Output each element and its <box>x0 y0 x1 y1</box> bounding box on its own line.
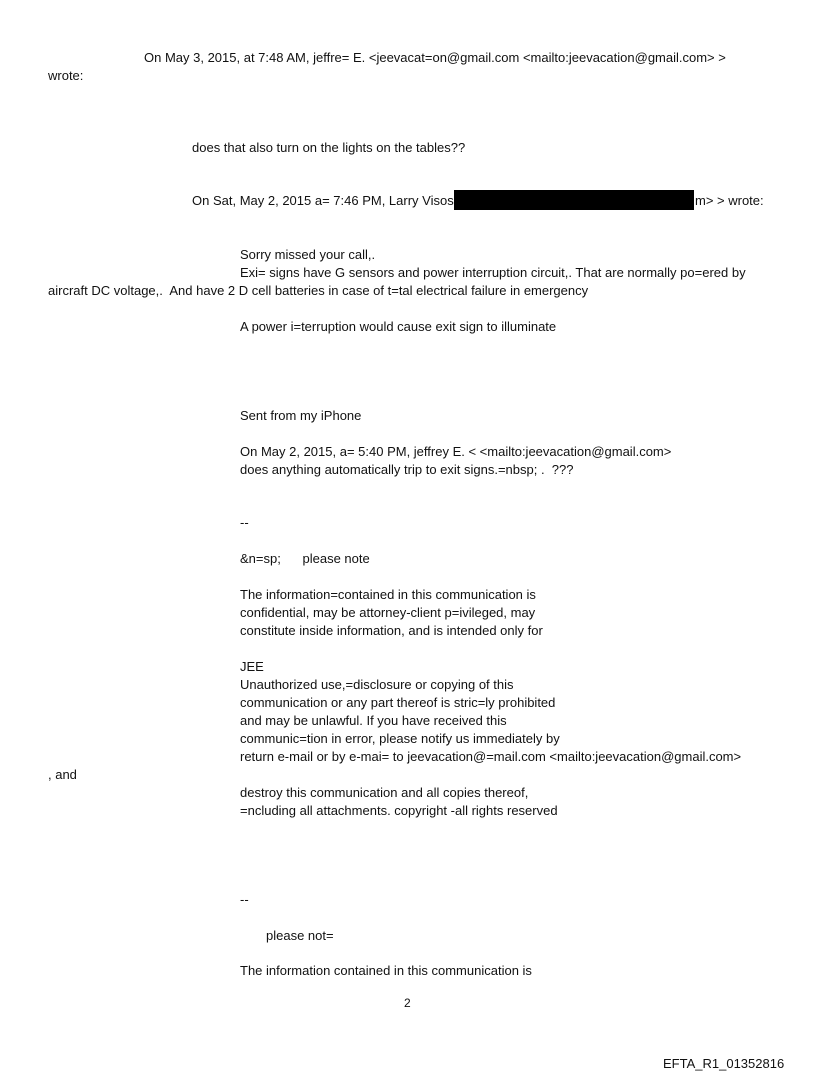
disclaimer-line: destroy this communication and all copies thereof, <box>240 785 529 800</box>
signature-note: &n=sp; please note <box>240 551 370 566</box>
disclaimer-line: Unauthorized use,=disclosure or copying of this <box>240 677 514 692</box>
reply-line-2: Exi= signs have G sensors and power interruption circuit,. That are normally po=ered by <box>240 265 746 280</box>
reply-header-suffix: m> > wrote: <box>695 193 764 208</box>
document-id: EFTA_R1_01352816 <box>663 1056 785 1071</box>
disclaimer-line: confidential, may be attorney-client p=ivileged, may <box>240 605 536 620</box>
email-header-line: On May 3, 2015, at 7:48 AM, jeffre= E. <jeevacat=on@gmail.com <mailto:jeevacation@gmail.com> > <box>144 50 726 65</box>
email-header-wrote: wrote: <box>48 68 84 83</box>
disclaimer-line: communic=tion in error, please notify us immediately by <box>240 731 560 746</box>
original-body: does anything automatically trip to exit signs.=nbsp; . ??? <box>240 462 574 477</box>
sent-from-text: Sent from my iPhone <box>240 408 362 423</box>
signature-dashes: -- <box>240 892 249 907</box>
reply-line-4: A power i=terruption would cause exit sign to illuminate <box>240 319 557 334</box>
signature-dashes: -- <box>240 515 249 530</box>
redaction-bar <box>454 190 694 210</box>
reply-header-prefix: On Sat, May 2, 2015 a= 7:46 PM, Larry Visos <box>192 193 454 208</box>
question-text: does that also turn on the lights on the tables?? <box>192 140 466 155</box>
disclaimer-line: communication or any part thereof is stric=ly prohibited <box>240 695 556 710</box>
disclaimer-line: , and <box>48 767 77 782</box>
reply-line-3: aircraft DC voltage,. And have 2 D cell batteries in case of t=tal electrical failure in emergency <box>48 283 589 298</box>
disclaimer-line: The information=contained in this communication is <box>240 587 536 602</box>
disclaimer-line: constitute inside information, and is intended only for <box>240 623 543 638</box>
page-number: 2 <box>404 996 411 1010</box>
original-header: On May 2, 2015, a= 5:40 PM, jeffrey E. < <mailto:jeevacation@gmail.com> <box>240 444 672 459</box>
disclaimer-line: JEE <box>240 659 264 674</box>
disclaimer-line: =ncluding all attachments. copyright -all rights reserved <box>240 803 558 818</box>
disclaimer-line: and may be unlawful. If you have received this <box>240 713 507 728</box>
reply-line-1: Sorry missed your call,. <box>240 247 376 262</box>
disclaimer-line: return e-mail or by e-mai= to jeevacation@=mail.com <mailto:jeevacation@gmail.com> <box>240 749 742 764</box>
disclaimer-line: The information contained in this communication is <box>240 963 532 978</box>
signature-note: please not= <box>266 928 334 943</box>
